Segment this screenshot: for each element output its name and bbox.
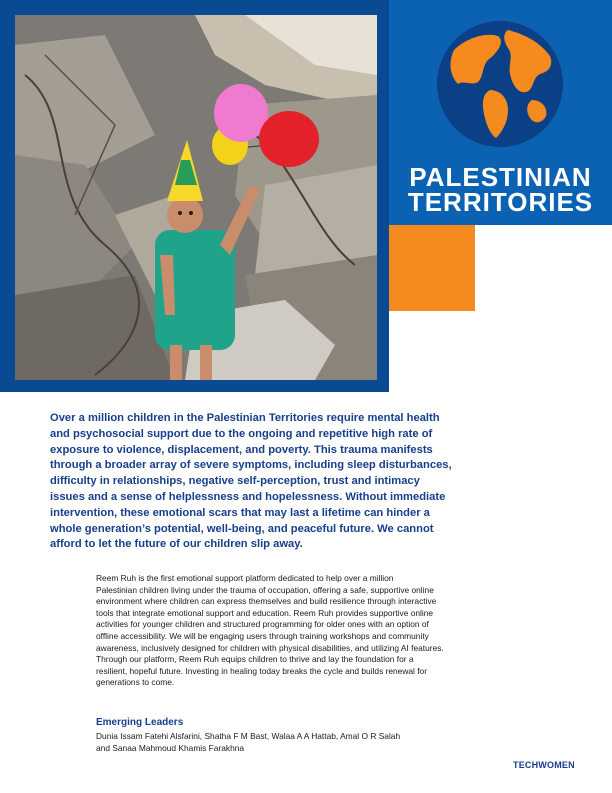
globe-icon [436,20,564,148]
leaders-names [96,731,400,754]
body-line: activities for younger children and structured programming for older ones with an option of [96,619,429,630]
body-line: Through our platform, Reem Ruh equips children to thrive and lay the foundation for a [96,654,414,665]
lead-paragraph [50,411,520,553]
lead-line: through a broader array of severe symptoms, including sleep disturbances, [50,459,452,472]
lead-line: whole generation’s potential, well-being, and peaceful future. We cannot [50,522,434,535]
leaders-heading: Emerging Leaders [96,717,184,728]
country-title-line1: PALESTINIAN [409,162,592,192]
techwomen-logo: TECHWOMEN [513,760,575,770]
body-line: resilient, hopeful future. Investing in healing today breaks the cycle and builds renewal for [96,665,428,676]
photo-frame [0,0,389,392]
orange-accent-box [389,225,475,311]
body-line: awareness, inclusively designed for children with physical disabilities, and utilizing AI features. [96,642,444,653]
lead-line: difficulty in relationships, negative self-perception, trust and intimacy [50,475,420,488]
body-line: offline accessibility. We will be engaging users through training workshops and community [96,630,429,641]
lead-line: and psychosocial support due to the ongoing and repetitive high rate of [50,427,433,440]
body-line: generations to come. [96,677,175,688]
lead-line: Over a million children in the Palestinian Territories require mental health [50,412,440,424]
leaders-names-line: Dunia Issam Fatehi Alsfarini, Shatha F M Bast, Walaa A A Hattab, Amal O R Salah [96,731,401,741]
body-line: environment where children can express themselves and build resilience through interactive [96,596,437,607]
body-paragraph [96,573,536,689]
child-with-balloons-image [15,15,377,380]
lead-line: exposure to violence, displacement, and poverty. This trauma manifests [50,443,433,456]
country-title-line2: TERRITORIES [407,187,594,217]
lead-line: issues and a sense of helplessness and hopelessness. Without immediate [50,490,446,503]
body-line: tools that integrate emotional support and education. Reem Ruh provides supportive online [96,607,434,618]
country-title [389,162,612,217]
body-line: Palestinian children living under the trauma of occupation, offering a safe, supportive online [96,584,434,595]
leaders-names-line: and Sanaa Mahmoud Khamis Farakhna [96,742,245,753]
body-line: Reem Ruh is the first emotional support platform dedicated to help over a million [96,573,394,583]
hero-photo [15,15,377,380]
lead-line: intervention, these emotional scars that may last a lifetime can hinder a [50,506,430,519]
lead-line: afford to let the future of our children slip away. [50,538,303,551]
